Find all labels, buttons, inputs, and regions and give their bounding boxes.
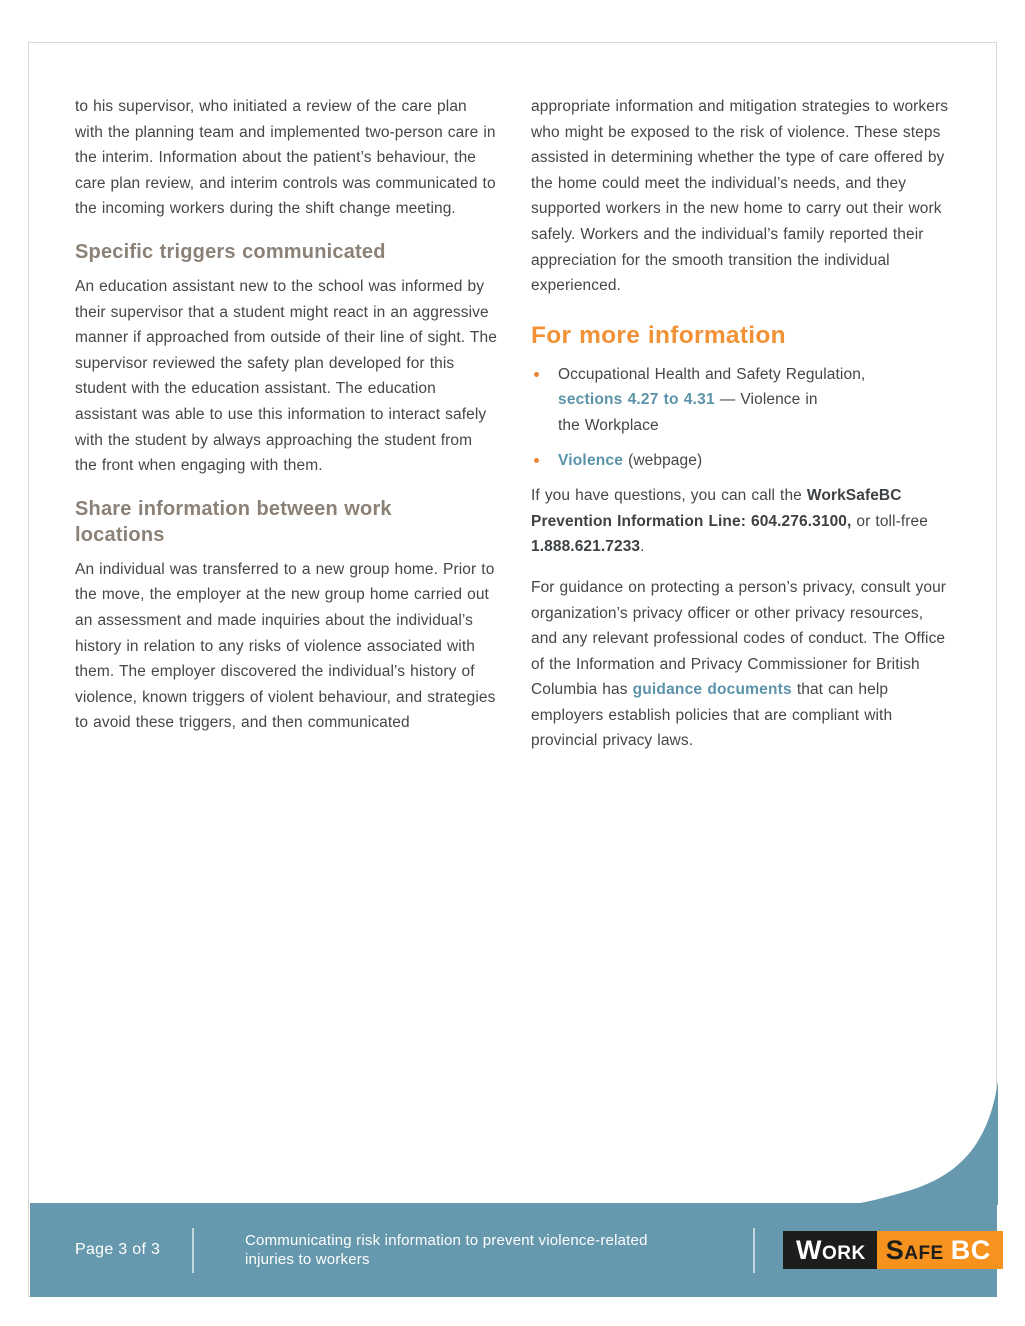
- footer-band: [30, 1203, 997, 1297]
- footer-title-line2: injuries to workers: [245, 1251, 370, 1268]
- bullet-icon: [534, 372, 539, 377]
- toll-free-text: or toll-free: [851, 512, 929, 530]
- webpage-text: (webpage): [623, 451, 703, 469]
- link-guidance-documents[interactable]: guidance documents: [632, 681, 792, 699]
- footer-divider: [753, 1228, 755, 1273]
- intro-continuation-paragraph: to his supervisor, who initiated a review of the care plan with the planning team and implemented two-person care in the interim. Information about the patient’s behaviour, the care plan review, and interim controls was communicated to the incoming workers during the shift change meeting.: [75, 98, 496, 218]
- logo-safe-text: Safe: [885, 1235, 944, 1265]
- section-heading-for-more-information: For more information: [531, 321, 786, 349]
- link-sections-4-27-to-4-31[interactable]: sections 4.27 to 4.31: [558, 391, 715, 409]
- bullet-icon: [534, 458, 539, 463]
- list-item-ohs-regulation: [531, 362, 951, 439]
- period-text: .: [640, 538, 645, 556]
- section-heading-specific-triggers: Specific triggers communicated: [75, 240, 386, 263]
- footer-divider: [192, 1228, 194, 1273]
- worksafebc-logo: [783, 1231, 1003, 1269]
- privacy-guidance-text: For guidance on protecting a person’s privacy, consult your organization’s privacy officer or other privacy resources, and any relevant professional codes of conduct. The Office of the Information and Privacy Commissioner for British Columbia has: [531, 578, 947, 699]
- privacy-paragraph: [531, 575, 951, 754]
- privacy-closing-text: that can help employers establish policies that are compliant with provincial privacy laws.: [531, 681, 893, 750]
- footer-document-title: [245, 1203, 725, 1297]
- prevention-line-phone: WorkSafeBC Prevention Information Line: 604.276.3100,: [531, 487, 902, 530]
- link-violence[interactable]: Violence: [558, 451, 624, 469]
- questions-text: If you have questions, you can call the: [531, 487, 807, 505]
- corner-swoosh-graphic: [849, 1076, 998, 1205]
- section-heading-share-information: Share information between work locations: [75, 497, 392, 546]
- list-item-violence-webpage: [531, 448, 951, 474]
- page-number: Page 3 of 3: [75, 1241, 161, 1258]
- violence-in-text: — Violence in: [714, 391, 818, 409]
- ohs-regulation-text: Occupational Health and Safety Regulation,: [558, 365, 866, 383]
- logo-safe-bc-segment: [877, 1231, 1003, 1269]
- questions-paragraph: [531, 483, 951, 560]
- toll-free-number: 1.888.621.7233: [531, 538, 641, 556]
- left-column: [75, 94, 499, 736]
- share-information-paragraph: An individual was transferred to a new group home. Prior to the move, the employer at the new group home carried out an assessment and made inquiries about the individual’s history in relation to any risks of violence associated with them. The employer discovered the individual’s history of violence, known triggers of violent behaviour, and strategies to avoid these triggers, and then communicated: [75, 560, 496, 732]
- logo-work-text: Work: [796, 1235, 866, 1265]
- logo-work-segment: [783, 1231, 877, 1269]
- right-column: [531, 94, 951, 754]
- logo-bc-text: BC: [950, 1235, 991, 1265]
- specific-triggers-paragraph: An education assistant new to the school was informed by their supervisor that a student might react in an aggressive manner if approached from outside of their line of sight. The supervisor reviewed the safety plan developed for this student with the education assistant. The education assistant was able to use this information to interact safely with the student by always approaching the student from the front when engaging with them.: [75, 277, 497, 475]
- footer-title-line1: Communicating risk information to prevent violence-related: [245, 1231, 648, 1249]
- mitigation-paragraph: appropriate information and mitigation strategies to workers who might be exposed to the risk of violence. These steps assisted in determining whether the type of care offered by the home could meet the individual’s needs, and they supported workers in the new home to carry out their work safely. Workers and the individual’s family reported their appreciation for the smooth transition the individual experienced.: [531, 98, 949, 295]
- reference-list: [531, 362, 951, 473]
- workplace-text: the Workplace: [558, 416, 659, 434]
